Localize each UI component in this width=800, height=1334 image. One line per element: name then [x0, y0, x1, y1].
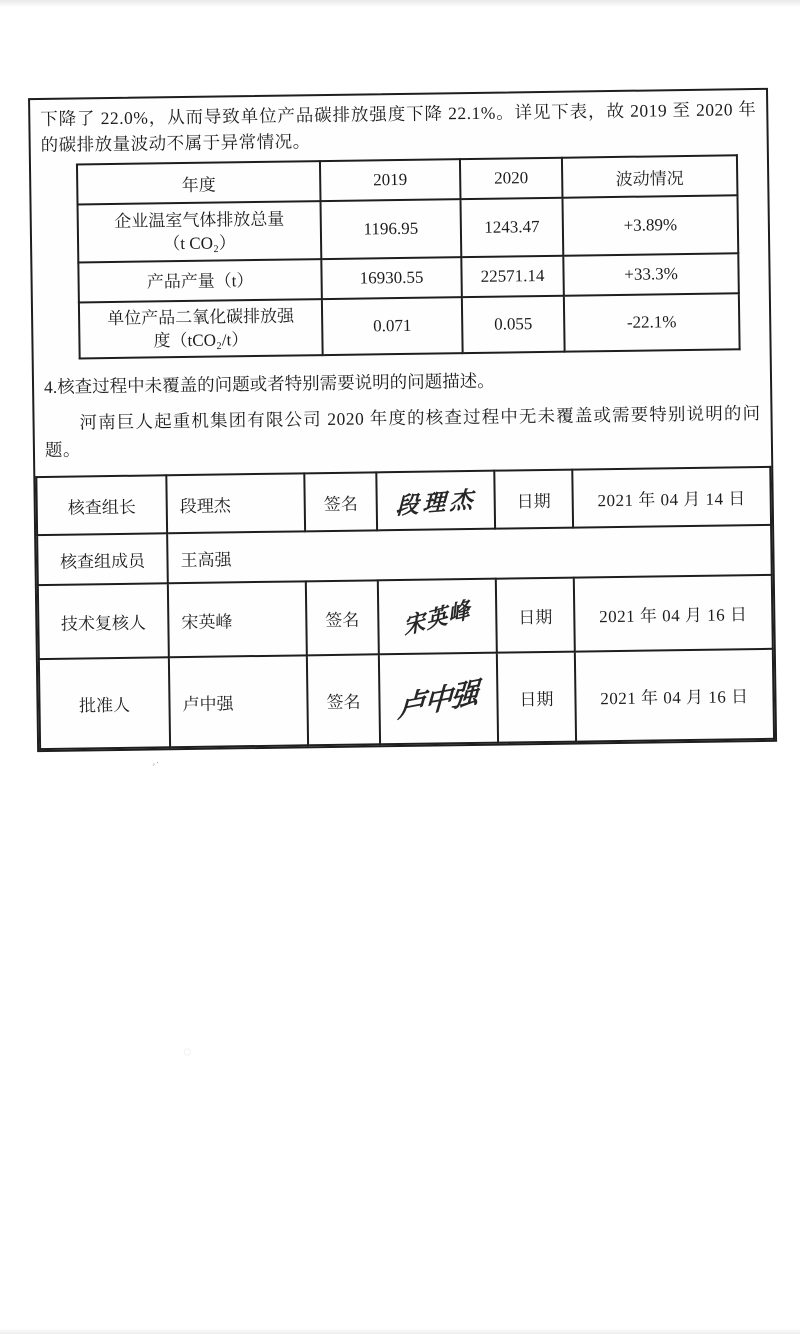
signature-cell	[379, 653, 498, 745]
col-header-fluctuation: 波动情况	[562, 155, 738, 197]
person-name: 段理杰	[166, 473, 305, 533]
report-text-area	[30, 90, 771, 476]
table-row-emission-intensity	[79, 293, 740, 358]
row-label	[78, 201, 322, 262]
report-content-box	[28, 88, 777, 752]
value-2019: 16930.55	[321, 257, 462, 299]
role-label: 技术复核人	[38, 583, 169, 659]
date-value: 2021 年 04 月 16 日	[574, 575, 773, 652]
emissions-comparison-table	[76, 154, 741, 359]
date-label: 日期	[494, 470, 573, 529]
value-2020: 22571.14	[461, 256, 564, 297]
value-change: +33.3%	[563, 253, 739, 295]
person-name: 王高强	[167, 525, 772, 583]
role-label: 核查组成员	[37, 533, 168, 585]
value-change: +3.89%	[562, 195, 738, 255]
approver-signature: 卢中强	[397, 675, 480, 725]
role-label: 批准人	[39, 657, 170, 749]
scan-speck: ◌	[180, 1044, 194, 1061]
signature-row-technical-reviewer	[38, 575, 773, 659]
person-name: 卢中强	[169, 655, 308, 747]
signature-row-approver	[39, 649, 774, 749]
row-label	[79, 299, 323, 358]
team-leader-signature: 段理杰	[395, 485, 477, 520]
value-2020: 1243.47	[460, 198, 563, 257]
sign-label: 签名	[304, 472, 377, 531]
scan-edge-bottom	[0, 1328, 800, 1334]
signature-table	[35, 466, 775, 750]
scan-edge-top	[0, 0, 800, 7]
section4-heading: 4.核查过程中未覆盖的问题或者特别需要说明的问题描述。	[43, 370, 495, 397]
person-name: 宋英峰	[168, 581, 307, 657]
col-header-year: 年度	[77, 161, 321, 204]
scanned-document	[28, 88, 777, 752]
continuation-paragraph: 下降了 22.0%，从而导致单位产品碳排放强度下降 22.1%。详见下表，故 2019 至 2020 年的碳排放量波动不属于异常情况。	[40, 99, 757, 155]
date-label: 日期	[497, 652, 576, 743]
sign-label: 签名	[306, 580, 379, 655]
row-label	[78, 259, 322, 302]
value-2019: 0.071	[322, 297, 463, 355]
value-change: -22.1%	[564, 293, 740, 351]
signature-cell	[376, 471, 495, 531]
row-label-line1: 企业温室气体排放总量	[114, 209, 285, 231]
signature-cell	[378, 579, 497, 655]
date-value: 2021 年 04 月 14 日	[572, 467, 771, 528]
row-label-line1: 单位产品二氧化碳排放强	[106, 306, 295, 329]
row-label-line2: 度（tCO₂/t）	[153, 330, 249, 351]
row-label-line1: 产品产量（t）	[146, 270, 254, 292]
section4-paragraph: 河南巨人起重机集团有限公司 2020 年度的核查过程中无未覆盖或需要特别说明的问题。	[44, 402, 761, 460]
technical-reviewer-signature: 宋英峰	[402, 596, 473, 640]
sign-label: 签名	[307, 654, 380, 745]
scan-speck: ‚·	[151, 756, 161, 768]
date-label: 日期	[496, 578, 575, 653]
signature-row-team-leader	[36, 467, 771, 535]
table-row-total-emissions	[78, 195, 739, 262]
role-label: 核查组长	[36, 475, 167, 535]
value-2019: 1196.95	[321, 199, 462, 259]
row-label-line2: （t CO₂）	[163, 233, 236, 254]
col-header-2020: 2020	[460, 158, 563, 199]
col-header-2019: 2019	[320, 159, 461, 201]
date-value: 2021 年 04 月 16 日	[575, 649, 774, 742]
value-2020: 0.055	[462, 296, 565, 353]
